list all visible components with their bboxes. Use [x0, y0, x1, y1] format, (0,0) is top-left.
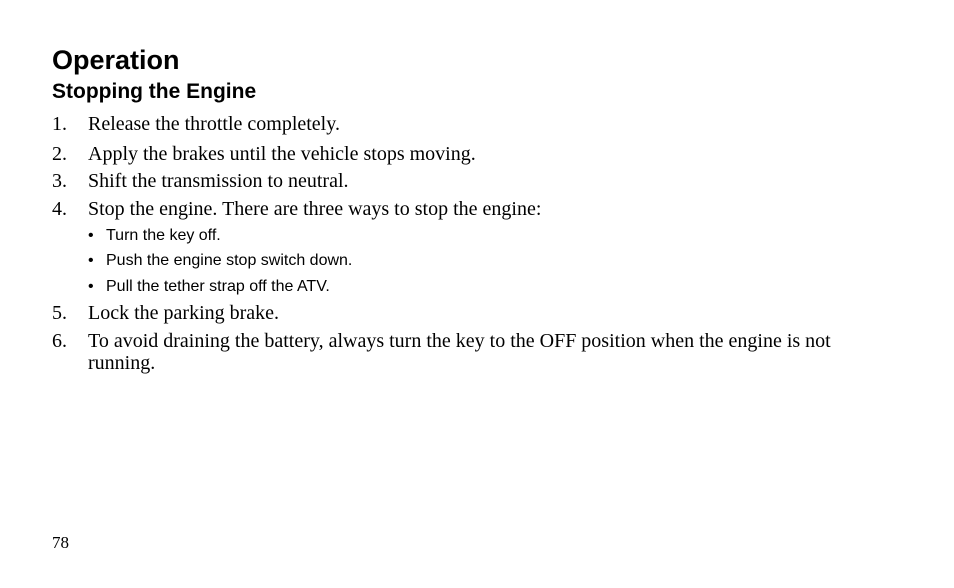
- step-number: 5.: [52, 302, 67, 324]
- bullet-mark: •: [88, 252, 94, 269]
- step-3: [52, 170, 892, 192]
- step-1: [52, 113, 892, 135]
- bullet-text: Push the engine stop switch down.: [106, 252, 353, 269]
- page-number: 78: [52, 533, 69, 552]
- step-4: [52, 198, 892, 220]
- sub-title: Stopping the Engine: [52, 80, 257, 103]
- step-number: 1.: [52, 113, 67, 135]
- step-text: Shift the transmission to neutral.: [88, 170, 349, 192]
- bullet-item-1: [88, 226, 788, 246]
- section-title: Operation: [52, 45, 180, 75]
- step-text: To avoid draining the battery, always turn the key to the OFF position when the engine is not running.: [88, 330, 831, 374]
- bullet-text: Pull the tether strap off the ATV.: [106, 278, 330, 295]
- step-2: [52, 143, 892, 165]
- step-text: Lock the parking brake.: [88, 302, 280, 324]
- step-number: 6.: [52, 330, 67, 352]
- bullet-item-3: [88, 277, 788, 297]
- step-text: Stop the engine. There are three ways to stop the engine:: [88, 198, 542, 220]
- step-text: Apply the brakes until the vehicle stops moving.: [88, 143, 476, 165]
- step-6: [52, 330, 892, 374]
- step-number: 2.: [52, 143, 67, 165]
- bullet-mark: •: [88, 227, 94, 244]
- bullet-item-2: [88, 251, 788, 271]
- step-number: 4.: [52, 198, 67, 220]
- step-text: Release the throttle completely.: [88, 113, 340, 135]
- bullet-text: Turn the key off.: [106, 227, 221, 244]
- step-5: [52, 302, 892, 324]
- step-number: 3.: [52, 170, 67, 192]
- bullet-mark: •: [88, 278, 94, 295]
